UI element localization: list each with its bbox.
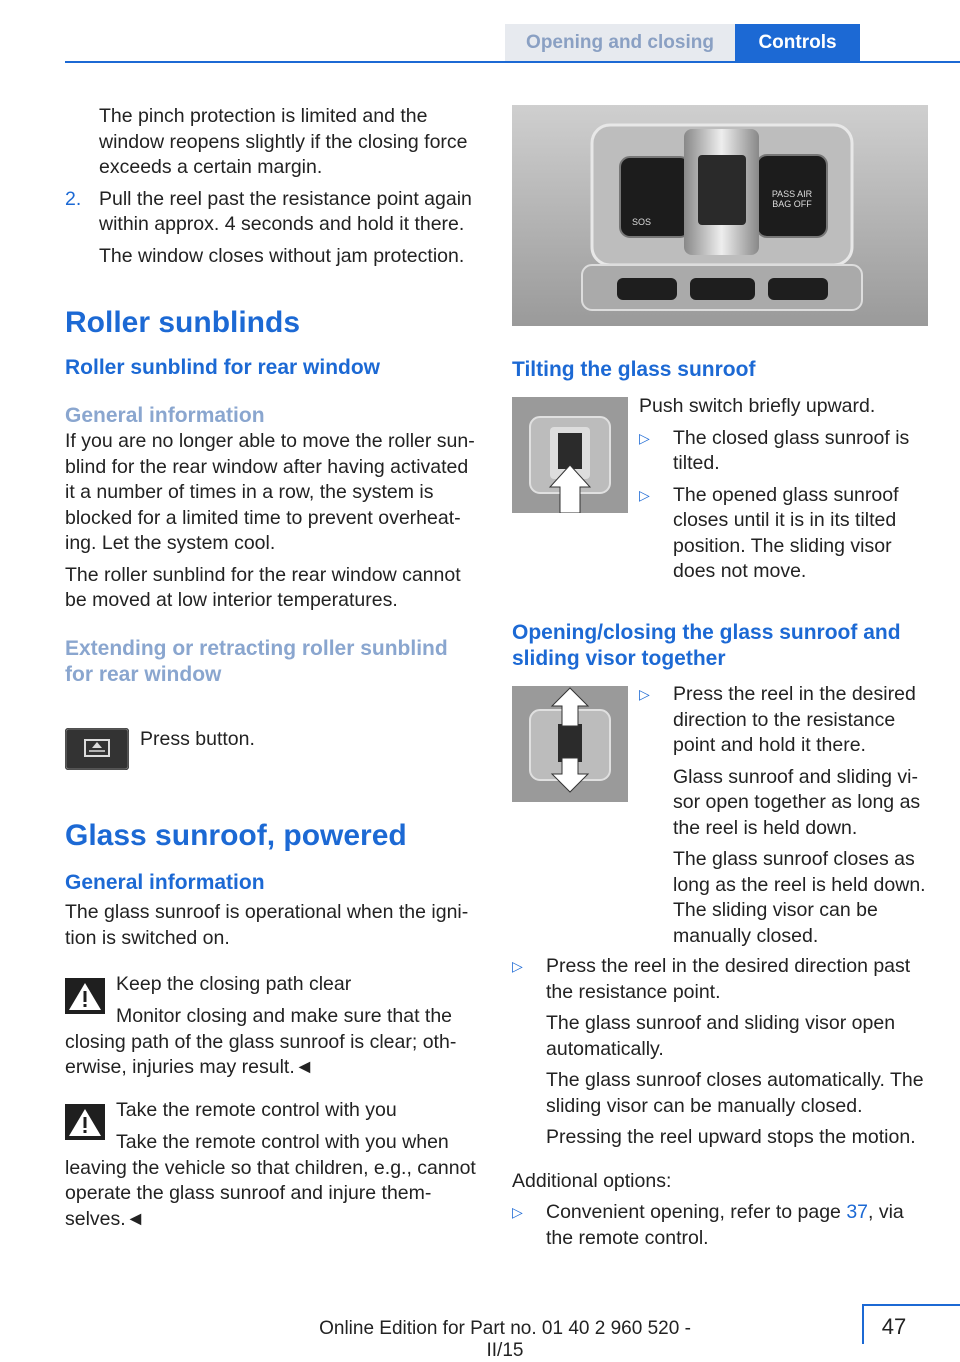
left-column: [65, 104, 480, 688]
tilt-item-2: The opened glass sunroof closes until it is in its tilted position. The sliding visor does not move.: [673, 483, 899, 582]
step-2-result: The window closes without jam protection.: [99, 244, 465, 267]
heading-glass-sunroof: Glass sunroof, powered: [65, 819, 407, 852]
heading-general-info-2: General information: [65, 871, 265, 894]
tilt-list-item: [639, 483, 929, 585]
additional-list-item: [512, 1200, 930, 1251]
open-item-2-p2: The glass sunroof and sliding visor open automatically.: [546, 1012, 896, 1060]
sunblind-button-icon: [65, 728, 129, 770]
tilt-item-1: The closed glass sunroof is tilted.: [673, 426, 910, 474]
header-rule: [65, 61, 960, 63]
step-2-number: 2.: [65, 187, 82, 210]
heading-roller-rear: Roller sunblind for rear window: [65, 356, 381, 379]
additional-options: Additional options:: [512, 1169, 672, 1192]
page-link[interactable]: 37: [846, 1201, 869, 1223]
bullet-triangle-icon: ▷: [512, 1204, 523, 1220]
heading-general-info-1: General information: [65, 404, 265, 427]
header-section-tab: Opening and closing: [505, 24, 735, 62]
warning-2-text: Take the remote control with you when leaving the vehicle so that children, e.g., cannot operate the glass sunroof and injure themselves.◄: [65, 1131, 476, 1230]
open-item-2-block: [512, 954, 930, 1251]
heading-tilting: Tilting the glass sunroof: [512, 358, 756, 381]
tilt-list-item: [639, 426, 929, 477]
open-item-1: Press the reel in the desired direction to the resistance point and hold it there.: [673, 683, 916, 756]
step-2: [65, 187, 480, 238]
tilt-instructions: [639, 394, 929, 585]
warning-2-body: [65, 1130, 480, 1232]
press-button-text: Press button.: [140, 728, 255, 750]
footer-rule: [862, 1304, 960, 1306]
pinch-text: The pinch protection is limited and the window reopens slightly if the closing force exceeds a certain margin.: [99, 105, 468, 178]
open-item-2-p4: Pressing the reel upward stops the motion.: [546, 1126, 916, 1148]
heading-opening-closing: Opening/closing the glass sunroof and sliding visor together: [512, 621, 901, 670]
warning-2-title: Take the remote control with you: [116, 1099, 397, 1121]
general-info-2-text: The glass sunroof is operational when the ignition is switched on.: [65, 901, 469, 949]
heading-roller-sunblinds: Roller sunblinds: [65, 306, 301, 339]
open-list-item: [639, 682, 929, 759]
open-list-item: [512, 954, 930, 1005]
bullet-triangle-icon: ▷: [639, 429, 650, 446]
open-item-2: Press the reel in the desired direction past the resistance point.: [546, 955, 911, 1003]
glass-section: [65, 818, 480, 951]
general-info-1-p2: The roller sunblind for the rear window cannot be moved at low interior temperatures.: [65, 563, 461, 611]
warning-1-title: Keep the closing path clear: [116, 973, 352, 995]
overhead-console-photo: [512, 105, 928, 326]
warning-1-body: [65, 1004, 480, 1081]
add-item-pre: Convenient opening, refer to page: [546, 1201, 847, 1223]
warning-1-text: Monitor closing and make sure that the closing path of the glass sunroof is clear; otherwise, injuries may result.◄: [65, 1005, 457, 1078]
sos-label: SOS: [632, 217, 652, 227]
general-info-1-p1: If you are no longer able to move the roller sunblind for the rear window after having activated it a number of times in a row, the system is blocked for a limited time to prevent overheating. Let the system cool.: [65, 430, 475, 554]
open-item-2-p3: The glass sunroof closes automatically. The sliding visor can be manually closed.: [546, 1069, 924, 1117]
bullet-triangle-icon: ▷: [639, 686, 650, 702]
step-2-text: Pull the reel past the resistance point again within approx. 4 seconds and hold it there.: [99, 187, 472, 235]
footer-edition: Online Edition for Part no. 01 40 2 960 520 - II/15: [319, 1318, 691, 1361]
heading-extending: Extending or retracting roller sunblind for rear window: [65, 636, 448, 686]
open-item-1-block: [639, 682, 929, 949]
tilt-switch-image: [512, 397, 628, 513]
open-close-switch-image: [512, 686, 628, 802]
open-item-1-p2: Glass sunroof and sliding visor open together as long as the reel is held down.: [673, 765, 921, 839]
header-chapter-tab: Controls: [735, 24, 860, 62]
bullet-triangle-icon: ▷: [639, 486, 650, 503]
tilt-intro: Push switch briefly upward.: [639, 395, 876, 417]
airbag-label: PASS AIR BAG OFF: [771, 189, 813, 209]
page-number: 47: [881, 1314, 907, 1339]
open-item-1-p3: The glass sunroof closes as long as the reel is held down. The sliding visor can be manually closed.: [673, 848, 926, 947]
add-item-post: , via the remote control.: [546, 1201, 904, 1249]
bullet-triangle-icon: ▷: [512, 958, 523, 974]
